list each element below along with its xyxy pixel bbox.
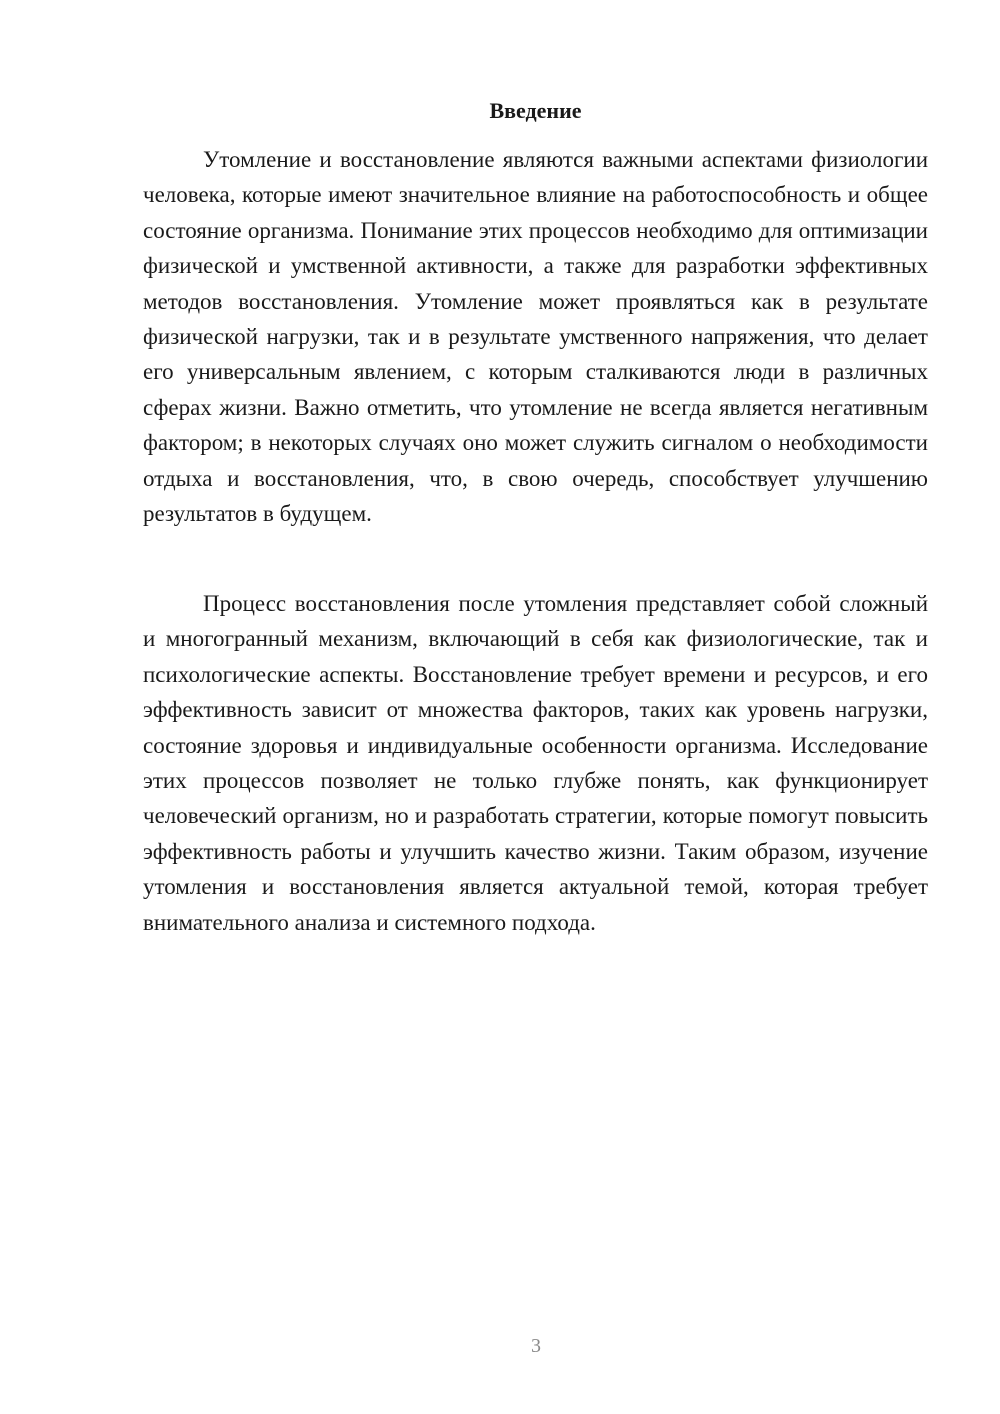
section-heading: Введение [489,98,582,123]
page-number: 3 [531,1335,541,1357]
body-paragraph-2: Процесс восстановления после утомления представляет собой сложный и многогранный механизм, включающий в себя как физиологические, так и психологические аспекты. Восстановление требует времени и ресурсов, и его эффективность зависит от множества факторов, таких как уровень нагрузки, состояние здоровья и индивидуальные особенности организма. Исследование этих процессов позволяет не только глубже понять, как функционирует человеческий организм, но и разработать стратегии, которые помогут повысить эффективность работы и улучшить качество жизни. Таким образом, изучение утомления и восстановления является актуальной темой, которая требует внимательного анализа и системного подхода. [143,591,928,935]
body-paragraph-1: Утомление и восстановление являются важными аспектами физиологии человека, которые имеют значительное влияние на работоспособность и общее состояние организма. Понимание этих процессов необходимо для оптимизации физической и умственной активности, а также для разработки эффективных методов восстановления. Утомление может проявляться как в результате физической нагрузки, так и в результате умственного напряжения, что делает его универсальным явлением, с которым сталкиваются люди в различных сферах жизни. Важно отметить, что утомление не всегда является негативным фактором; в некоторых случаях оно может служить сигналом о необходимости отдыха и восстановления, что, в свою очередь, способствует улучшению результатов в будущем. [143,147,928,527]
